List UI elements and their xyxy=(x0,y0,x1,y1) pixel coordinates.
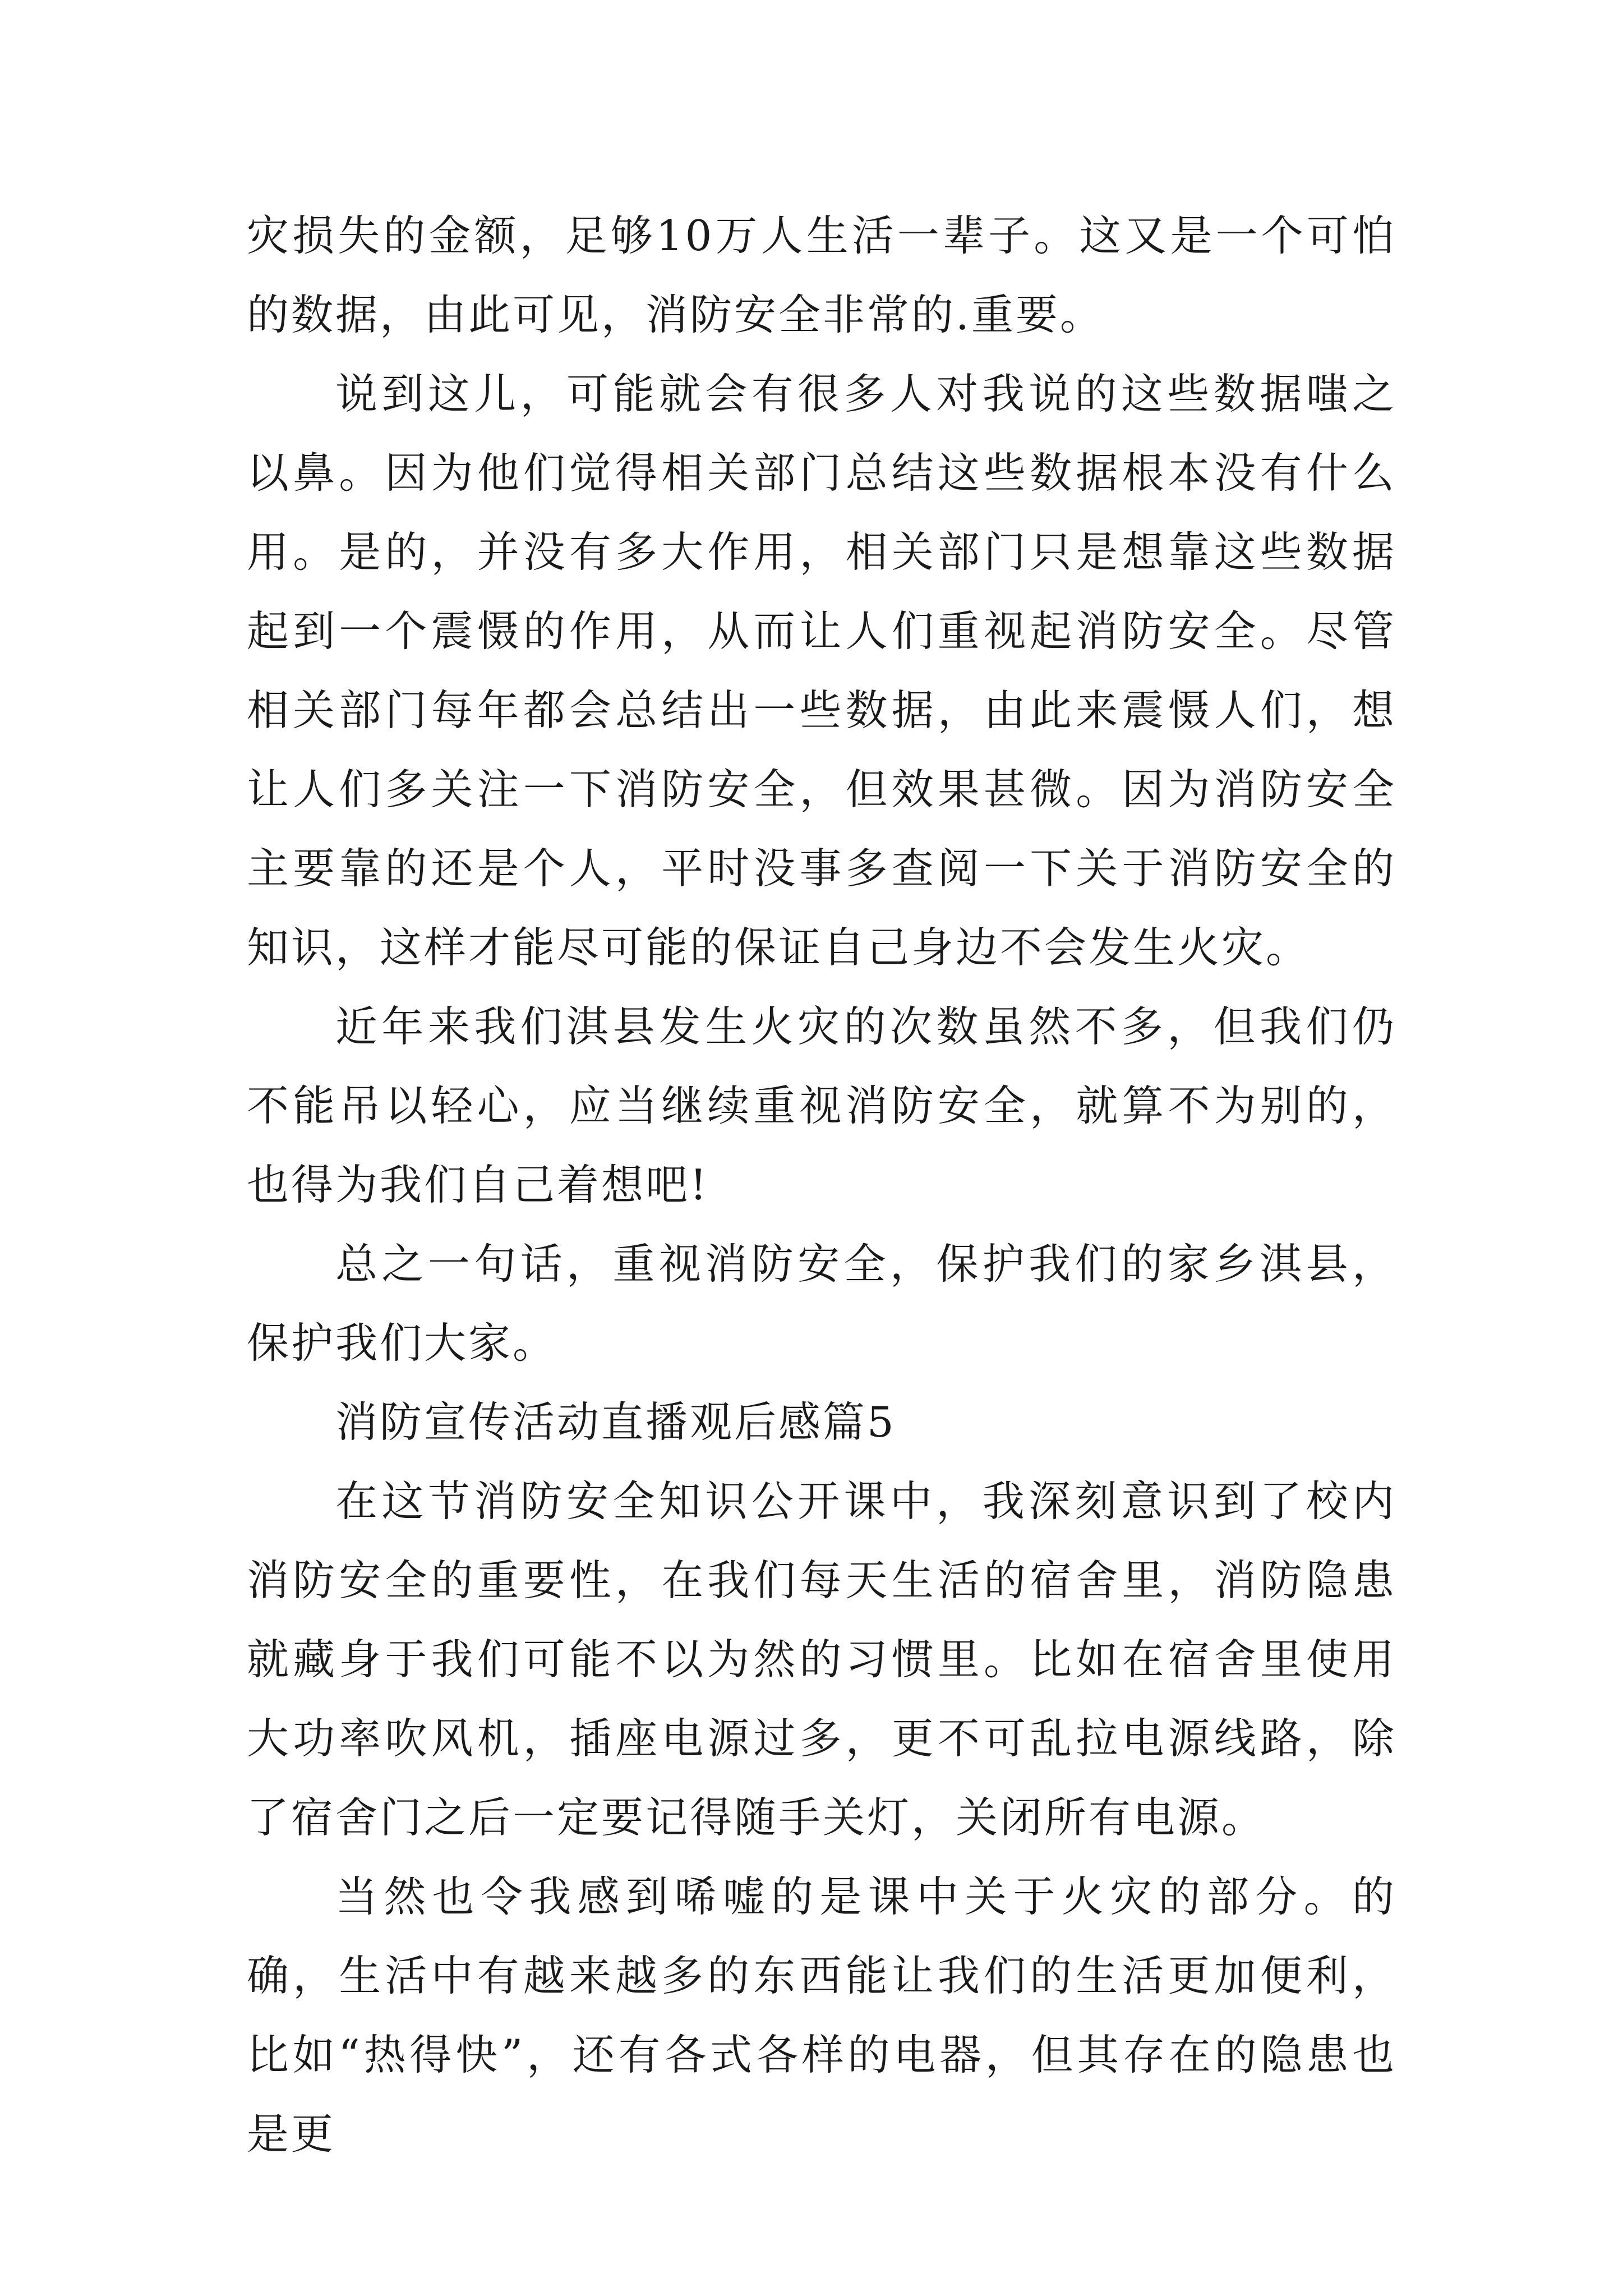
paragraph: 当然也令我感到唏嘘的是课中关于火灾的部分。的确，生活中有越来越多的东西能让我们的生活更加便利，比如“热得快”，还有各式各样的电器，但其存在的隐患也是更 xyxy=(247,1872,1396,2159)
paragraph: 说到这儿，可能就会有很多人对我说的这些数据嗤之以鼻。因为他们觉得相关部门总结这些数据根本没有什么用。是的，并没有多大作用，相关部门只是想靠这些数据起到一个震慑的作用，从而让人们重视起消防安全。尽管相关部门每年都会总结出一些数据，由此来震慑人们，想让人们多关注一下消防安全，但效果甚微。因为消防安全主要靠的还是个人，平时没事多查阅一下关于消防安全的知识，这样才能尽可能的保证自己身边不会发生火灾。 xyxy=(247,369,1396,972)
paragraph-continuation: 灾损失的金额，足够10万人生活一辈子。这又是一个可怕的数据，由此可见，消防安全非常的.重要。 xyxy=(247,211,1396,339)
document-body xyxy=(247,196,1396,2174)
paragraph: 近年来我们淇县发生火灾的次数虽然不多，但我们仍不能吊以轻心，应当继续重视消防安全，就算不为别的，也得为我们自己着想吧! xyxy=(247,1002,1396,1209)
paragraph: 在这节消防安全知识公开课中，我深刻意识到了校内消防安全的重要性，在我们每天生活的宿舍里，消防隐患就藏身于我们可能不以为然的习惯里。比如在宿舍里使用大功率吹风机，插座电源过多，更不可乱拉电源线路，除了宿舍门之后一定要记得随手关灯，关闭所有电源。 xyxy=(247,1476,1396,1842)
section-heading: 消防宣传活动直播观后感篇5 xyxy=(335,1397,896,1447)
paragraph: 总之一句话，重视消防安全，保护我们的家乡淇县，保护我们大家。 xyxy=(247,1239,1396,1368)
